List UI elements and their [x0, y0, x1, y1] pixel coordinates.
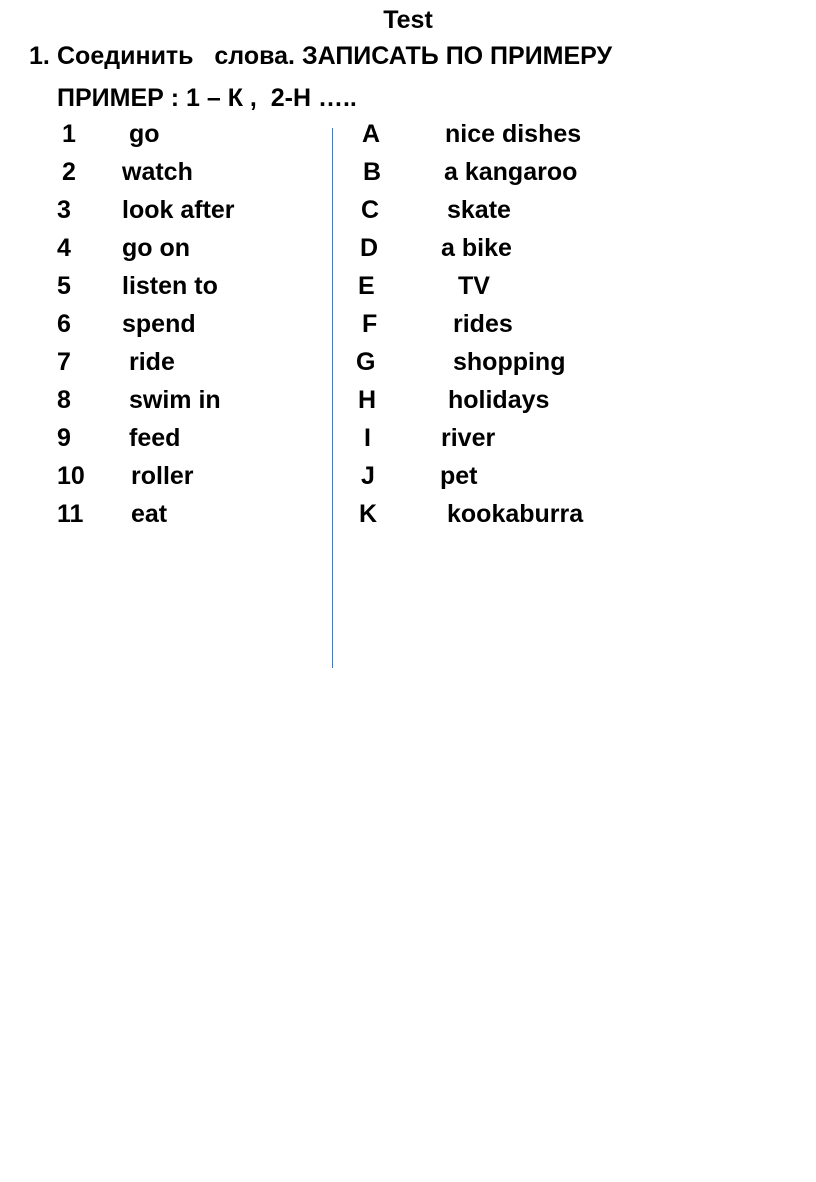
task-example: ПРИМЕР : 1 – К , 2-Н ….. [57, 84, 357, 112]
right-letter: E [358, 272, 375, 300]
right-letter: F [362, 310, 378, 338]
left-word: roller [131, 462, 194, 490]
right-letter: A [362, 120, 381, 148]
right-word: a kangaroo [444, 158, 578, 186]
right-word: river [441, 424, 496, 452]
left-number: 6 [57, 310, 71, 338]
left-number: 1 [62, 120, 76, 148]
left-word: go on [122, 234, 191, 262]
left-number: 5 [57, 272, 71, 300]
task-number: 1. [29, 42, 50, 70]
task-instruction: Соединить слова. ЗАПИСАТЬ ПО ПРИМЕРУ [57, 42, 613, 70]
left-word: swim in [129, 386, 221, 414]
left-word: look after [122, 196, 235, 224]
right-letter: B [363, 158, 382, 186]
right-letter: G [356, 348, 376, 376]
right-letter: H [358, 386, 377, 414]
right-letter: D [360, 234, 379, 262]
right-letter: I [364, 424, 371, 452]
right-word: kookaburra [447, 500, 584, 528]
right-word: pet [440, 462, 478, 490]
right-word: rides [453, 310, 513, 338]
left-number: 8 [57, 386, 71, 414]
left-word: spend [122, 310, 196, 338]
left-word: ride [129, 348, 175, 376]
right-word: a bike [441, 234, 512, 262]
left-word: feed [129, 424, 181, 452]
page-title: Test [383, 6, 433, 34]
column-divider [332, 128, 333, 668]
left-word: watch [122, 158, 193, 186]
left-number: 4 [57, 234, 71, 262]
left-number: 11 [57, 500, 84, 528]
right-word: nice dishes [445, 120, 582, 148]
right-word: TV [458, 272, 490, 300]
left-number: 10 [57, 462, 85, 490]
right-word: holidays [448, 386, 550, 414]
left-number: 3 [57, 196, 71, 224]
right-letter: C [361, 196, 380, 224]
right-word: shopping [453, 348, 566, 376]
right-word: skate [447, 196, 511, 224]
left-word: go [129, 120, 160, 148]
right-letter: J [361, 462, 375, 490]
left-word: listen to [122, 272, 218, 300]
left-number: 7 [57, 348, 71, 376]
right-letter: K [359, 500, 378, 528]
left-number: 2 [62, 158, 76, 186]
left-word: eat [131, 500, 168, 528]
left-number: 9 [57, 424, 71, 452]
